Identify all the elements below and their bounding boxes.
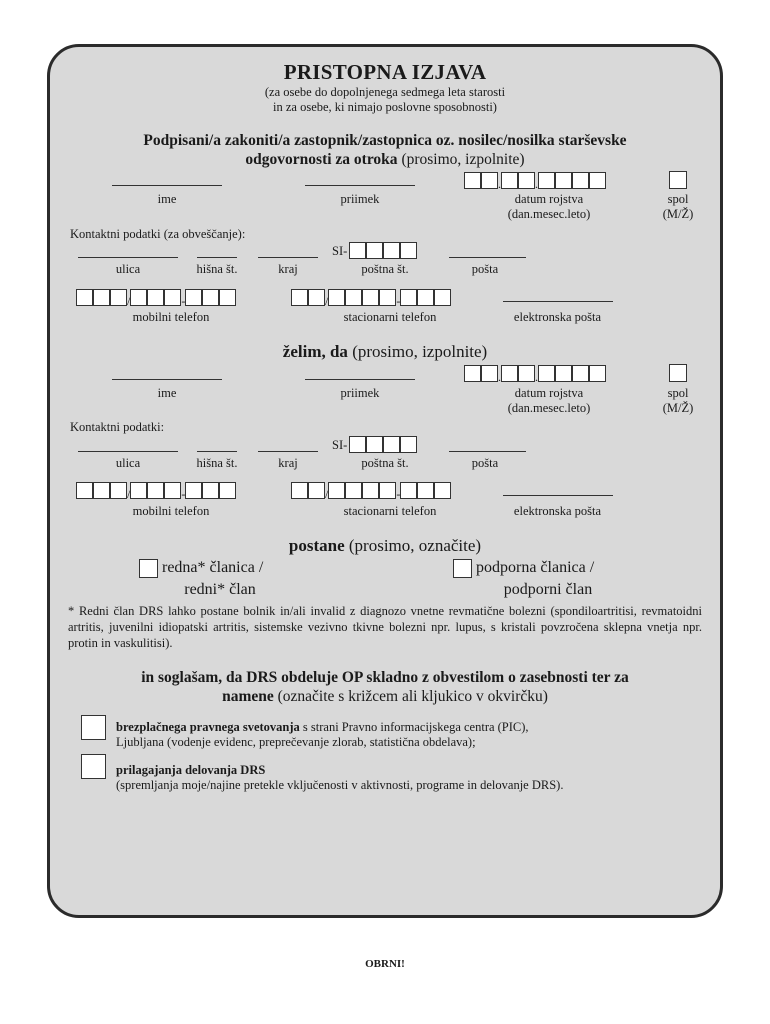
s2-spol-box[interactable]	[669, 364, 687, 382]
s1-hisna-input[interactable]	[197, 257, 237, 258]
option-podporni-label-2: podporni član	[503, 581, 593, 598]
s1-datum-label: datum rojstva	[514, 192, 584, 206]
s1-spol-box[interactable]	[669, 171, 687, 189]
section2-heading-normal: (prosimo, izpolnite)	[347, 342, 488, 361]
s1-spol-label: spol	[667, 192, 689, 206]
consent-legal-bold: brezplačnega pravnega svetovanja	[116, 720, 300, 734]
s2-email-input[interactable]	[503, 495, 613, 496]
s2-posta-input[interactable]	[449, 451, 526, 452]
s2-postna-boxes[interactable]	[349, 434, 417, 453]
turn-over-label: OBRNI!	[365, 958, 405, 970]
consent-drs-checkbox[interactable]	[81, 754, 106, 779]
s2-contact-title: Kontaktni podatki:	[70, 420, 165, 434]
option-podporni-checkbox[interactable]	[453, 559, 472, 578]
section4-heading	[60, 668, 710, 706]
s1-email-label: elektronska pošta	[513, 310, 602, 324]
s2-ulica-label: ulica	[115, 456, 141, 470]
s1-postna-label: poštna št.	[361, 262, 409, 276]
s1-spol-format: (M/Ž)	[662, 207, 694, 221]
s1-postna-boxes[interactable]	[349, 240, 417, 259]
form-subtitle-1: (za osebe do dopolnjenega sedmega leta starosti	[264, 85, 506, 99]
section3-heading-normal: (prosimo, označite)	[344, 536, 482, 555]
s1-contact-title	[70, 227, 245, 242]
s2-si-prefix: SI-	[332, 438, 348, 452]
s2-stacionarni-label: stacionarni telefon	[343, 504, 437, 518]
s1-kraj-input[interactable]	[258, 257, 318, 258]
option-redni-label-2: redni* član	[184, 581, 256, 598]
s2-priimek-input[interactable]	[305, 379, 415, 380]
s2-priimek-label: priimek	[340, 386, 380, 400]
s1-mobilni-boxes[interactable]: / -	[76, 287, 236, 306]
s1-hisna-label: hišna št.	[196, 262, 238, 276]
s1-priimek-input[interactable]	[305, 185, 415, 186]
consent-drs-bold: prilagajanja delovanja DRS	[116, 763, 266, 777]
s1-datum-format: (dan.mesec.leto)	[507, 207, 591, 221]
s1-posta-label: pošta	[471, 262, 499, 276]
s2-hisna-label: hišna št.	[196, 456, 238, 470]
s2-datum-boxes[interactable]: . .	[464, 363, 606, 382]
s2-ime-input[interactable]	[112, 379, 222, 380]
membership-note: * Redni član DRS lahko postane bolnik in/ali invalid z diagnozo vnetne revmatične bolezni (spondiloartritisi, revmatoidni artritis, juvenilni idiopatski artritis, sistemske vezivno tkivne bolezni npr. lupus, s kristali povzročena sklepna vnetja npr. protin in vaskulitisi).	[68, 604, 702, 650]
s2-kraj-label: kraj	[278, 456, 298, 470]
form-title: PRISTOPNA IZJAVA	[283, 60, 487, 84]
section1-heading-normal: (prosimo, izpolnite)	[397, 151, 525, 168]
s2-hisna-input[interactable]	[197, 451, 237, 452]
section4-heading-bold: in soglašam, da DRS obdeluje OP skladno z obvestilom o zasebnosti ter za	[141, 669, 629, 686]
option-podporni-label-1: podporna članica /	[476, 559, 595, 576]
section3-heading	[0, 536, 770, 556]
section3-heading-bold: postane	[288, 536, 345, 555]
s2-kraj-input[interactable]	[258, 451, 318, 452]
s1-contact-title-text: Kontaktni podatki	[70, 227, 161, 241]
consent-legal-text	[116, 720, 716, 750]
s1-email-input[interactable]	[503, 301, 613, 302]
section1-heading	[60, 131, 710, 169]
option-redni-label-1: redna* članica /	[162, 559, 264, 576]
s1-kraj-label: kraj	[278, 262, 298, 276]
s2-email-label: elektronska pošta	[513, 504, 602, 518]
s1-datum-boxes[interactable]: . .	[464, 170, 606, 189]
s2-mobilni-boxes[interactable]: / -	[76, 480, 236, 499]
s2-ulica-input[interactable]	[78, 451, 178, 452]
s1-priimek-label: priimek	[340, 192, 380, 206]
s2-spol-format: (M/Ž)	[662, 401, 694, 415]
s1-stacionarni-label: stacionarni telefon	[343, 310, 437, 324]
section2-heading	[0, 342, 770, 362]
consent-drs-line2: (spremljanja moje/najine pretekle vključenosti v aktivnosti, programe in delovanje DRS).	[116, 778, 564, 792]
s2-ime-label: ime	[157, 386, 177, 400]
form-subtitle-2: in za osebe, ki nimajo poslovne sposobnosti)	[273, 100, 497, 114]
s1-posta-input[interactable]	[449, 257, 526, 258]
s2-mobilni-label: mobilni telefon	[132, 504, 210, 518]
section4-heading-bold2: namene	[222, 688, 274, 705]
s2-posta-label: pošta	[471, 456, 499, 470]
s1-ime-label: ime	[157, 192, 177, 206]
consent-drs-text	[116, 763, 716, 793]
s1-ulica-label: ulica	[115, 262, 141, 276]
section1-heading-bold2: odgovornosti za otroka	[245, 151, 398, 168]
option-redni-checkbox[interactable]	[139, 559, 158, 578]
section1-heading-bold: Podpisani/a zakoniti/a zastopnik/zastopnica oz. nosilec/nosilka starševske	[143, 132, 627, 149]
consent-legal-checkbox[interactable]	[81, 715, 106, 740]
s2-stacionarni-boxes[interactable]: / -	[291, 480, 451, 499]
section4-heading-normal: (označite s križcem ali kljukico v okvirčku)	[273, 688, 548, 705]
consent-legal-line2: Ljubljana (vodenje evidenc, preprečevanje zlorab, statistična obdelava);	[116, 735, 476, 749]
s2-postna-label: poštna št.	[361, 456, 409, 470]
s1-stacionarni-boxes[interactable]: / -	[291, 287, 451, 306]
s1-ulica-input[interactable]	[78, 257, 178, 258]
s2-datum-format: (dan.mesec.leto)	[507, 401, 591, 415]
section2-heading-bold: želim, da	[282, 342, 348, 361]
s1-contact-note: (za obveščanje):	[160, 227, 246, 241]
s2-spol-label: spol	[667, 386, 689, 400]
s1-si-prefix: SI-	[332, 244, 348, 258]
s1-mobilni-label: mobilni telefon	[132, 310, 210, 324]
s1-ime-input[interactable]	[112, 185, 222, 186]
s2-datum-label: datum rojstva	[514, 386, 584, 400]
consent-legal-rest: s strani Pravno informacijskega centra (PIC),	[299, 720, 529, 734]
